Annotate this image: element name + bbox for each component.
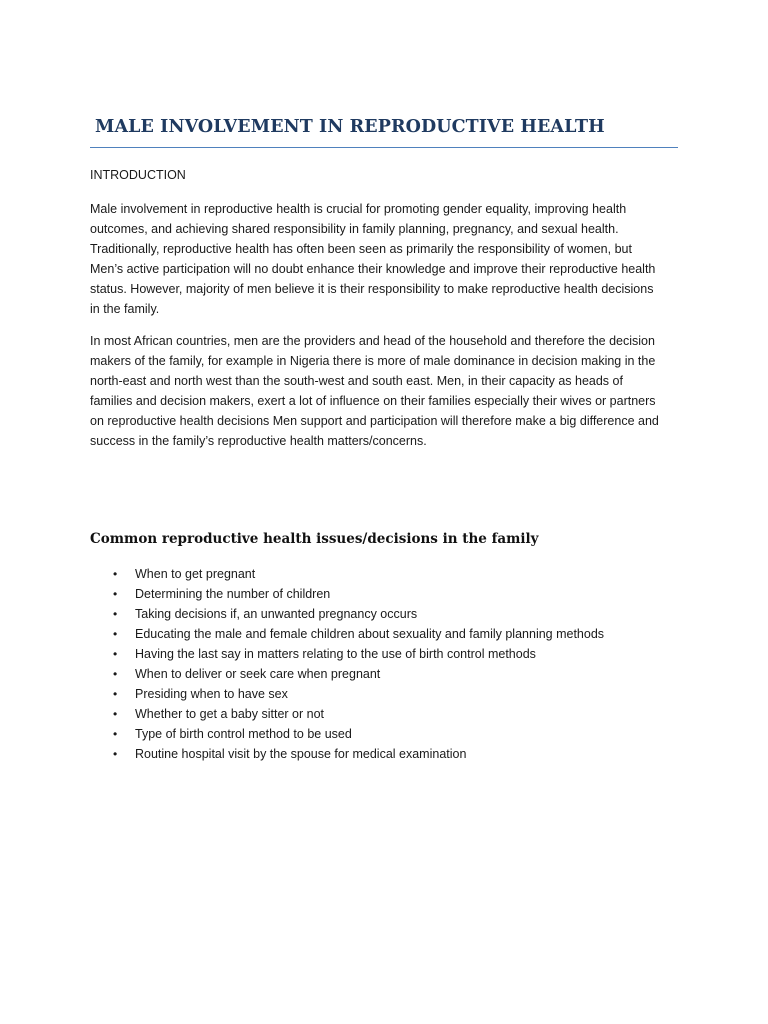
list-item [113,604,604,624]
list-item [113,624,604,644]
paragraph-line: in the family. [90,302,160,316]
bullet-icon: • [113,667,118,681]
list-item [113,724,604,744]
paragraph-line: Men’s active participation will no doubt enhance their knowledge and improve their reproductive health [90,262,656,276]
list-item-text: Whether to get a baby sitter or not [135,707,324,721]
list-item-text: Educating the male and female children about sexuality and family planning methods [135,627,605,641]
list-item [113,644,604,664]
list-item [113,584,604,604]
paragraph-line: status. However, majority of men believe it is their responsibility to make reproductive health decisions [90,282,654,296]
paragraph-line: In most African countries, men are the providers and head of the household and therefore the decision [90,334,655,348]
issues-heading: Common reproductive health issues/decisions in the family [90,531,539,547]
paragraph-line: makers of the family, for example in Nigeria there is more of male dominance in decision making in the [90,354,656,368]
bullet-icon: • [113,727,118,741]
list-item-text: Routine hospital visit by the spouse for medical examination [135,747,467,761]
bullet-icon: • [113,607,118,621]
list-item-text: Type of birth control method to be used [135,727,352,741]
list-item-text: Determining the number of children [135,587,331,601]
paragraph-male-involvement [90,199,682,319]
list-item-text: Presiding when to have sex [135,687,288,701]
bullet-icon: • [113,587,118,601]
title-underline [90,147,678,148]
paragraph-african-countries [90,331,682,451]
bullet-icon: • [113,747,118,761]
list-item-text: When to deliver or seek care when pregnant [135,667,381,681]
document-title: MALE INVOLVEMENT IN REPRODUCTIVE HEALTH [95,117,605,137]
bullet-icon: • [113,687,118,701]
introduction-heading: INTRODUCTION [90,168,186,182]
bullet-icon: • [113,627,118,641]
paragraph-line: north-east and north west than the south-west and south east. Men, in their capacity as heads of [90,374,623,388]
bullet-icon: • [113,567,118,581]
list-item-text: Taking decisions if, an unwanted pregnancy occurs [135,607,418,621]
list-item [113,664,604,684]
issues-list [113,564,604,764]
list-item [113,744,604,764]
paragraph-line: outcomes, and achieving shared responsibility in family planning, pregnancy, and sexual health. [90,222,619,236]
list-item-text: Having the last say in matters relating to the use of birth control methods [135,647,536,661]
paragraph-line: families and decision makers, exert a lot of influence on their families especially their wives or partners [90,394,656,408]
list-item [113,704,604,724]
bullet-icon: • [113,647,118,661]
paragraph-line: on reproductive health decisions Men support and participation will therefore make a big difference and [90,414,659,428]
paragraph-line: success in the family’s reproductive health matters/concerns. [90,434,427,448]
paragraph-line: Male involvement in reproductive health is crucial for promoting gender equality, improving health [90,202,627,216]
list-item-text: When to get pregnant [135,567,256,581]
bullet-icon: • [113,707,118,721]
paragraph-line: Traditionally, reproductive health has often been seen as primarily the responsibility of women, but [90,242,632,256]
list-item [113,684,604,704]
list-item [113,564,604,584]
